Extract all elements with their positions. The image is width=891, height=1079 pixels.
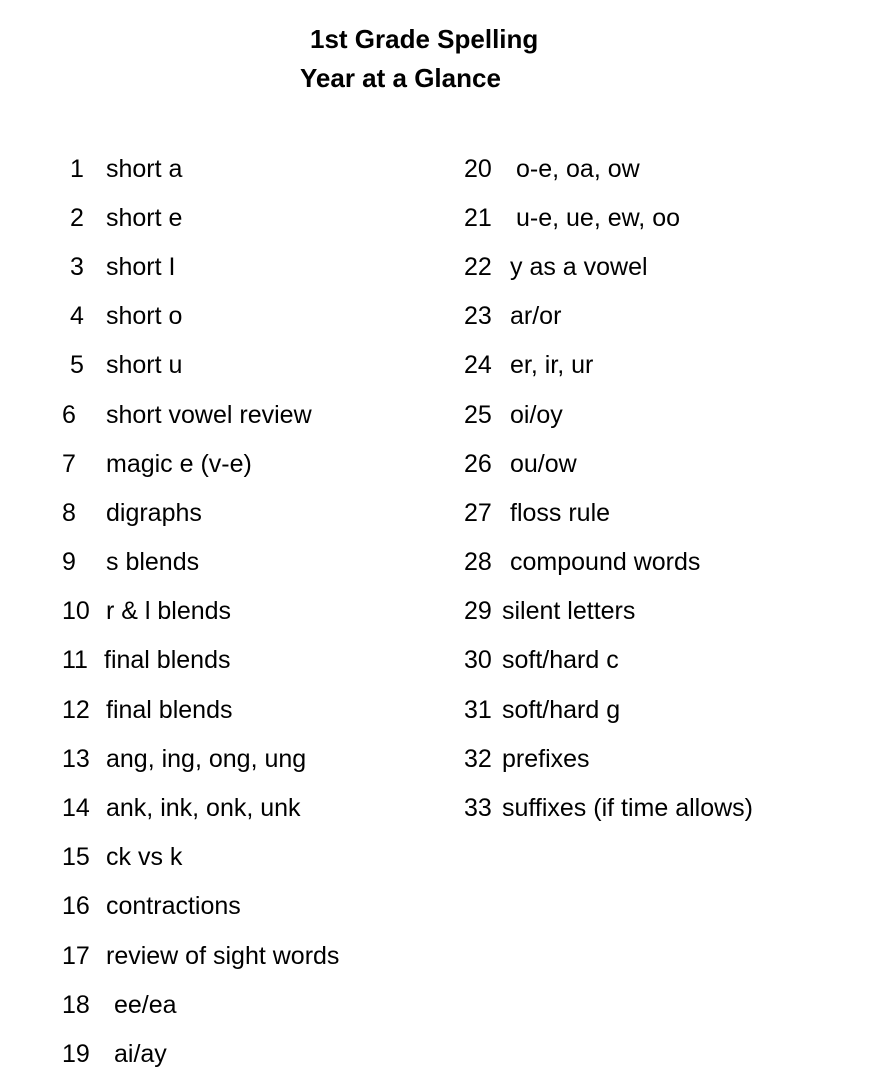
unit-number: 10: [62, 597, 90, 626]
list-item: [58, 980, 339, 1029]
unit-number: 21: [464, 203, 492, 232]
unit-number: 9: [62, 548, 76, 577]
list-item: [464, 783, 753, 832]
unit-label: y as a vowel: [510, 252, 648, 281]
unit-number: 18: [62, 990, 90, 1019]
list-item: [58, 636, 339, 685]
page-subtitle: Year at a Glance: [300, 63, 501, 93]
unit-number: 4: [70, 302, 84, 331]
list-item: [58, 931, 339, 980]
unit-number: 24: [464, 351, 492, 380]
unit-number: 8: [62, 498, 76, 527]
list-item: [464, 242, 753, 291]
unit-label: s blends: [106, 548, 200, 577]
list-item: [58, 734, 339, 783]
list-item: [58, 488, 339, 537]
list-item: [464, 439, 753, 488]
list-item: [58, 341, 339, 390]
unit-number: 25: [464, 400, 492, 429]
list-item: [464, 341, 753, 390]
list-item: [464, 538, 753, 587]
unit-number: 11: [62, 646, 88, 675]
unit-label: short a: [106, 154, 183, 183]
unit-number: 33: [464, 794, 492, 823]
list-item: [464, 685, 753, 734]
list-item: [58, 882, 339, 931]
unit-label: oi/oy: [510, 400, 563, 429]
list-item: [464, 292, 753, 341]
unit-label: contractions: [106, 892, 241, 921]
list-item: [58, 439, 339, 488]
unit-label: final blends: [104, 646, 231, 675]
unit-number: 16: [62, 892, 90, 921]
list-item: [464, 734, 753, 783]
list-item: [464, 636, 753, 685]
unit-number: 12: [62, 695, 90, 724]
unit-number: 22: [464, 252, 492, 281]
list-item: [464, 390, 753, 439]
list-item: [58, 292, 339, 341]
unit-number: 23: [464, 302, 492, 331]
unit-number: 6: [62, 400, 76, 429]
list-item: [58, 390, 339, 439]
list-item: [58, 242, 339, 291]
unit-label: suffixes (if time allows): [502, 794, 753, 823]
unit-number: 2: [70, 203, 84, 232]
unit-label: ar/or: [510, 302, 562, 331]
unit-number: 30: [464, 646, 492, 675]
list-item: [464, 587, 753, 636]
unit-number: 7: [62, 449, 76, 478]
unit-label: soft/hard c: [502, 646, 619, 675]
unit-label: ank, ink, onk, unk: [106, 794, 301, 823]
unit-number: 1: [70, 154, 84, 183]
unit-label: prefixes: [502, 744, 590, 773]
unit-number: 32: [464, 744, 492, 773]
unit-number: 5: [70, 351, 84, 380]
unit-number: 27: [464, 498, 492, 527]
unit-number: 26: [464, 449, 492, 478]
unit-label: silent letters: [502, 597, 636, 626]
unit-label: ee/ea: [114, 990, 177, 1019]
unit-number: 19: [62, 1039, 90, 1068]
unit-label: ai/ay: [114, 1039, 167, 1068]
unit-label: final blends: [106, 695, 233, 724]
unit-number: 31: [464, 695, 492, 724]
unit-label: er, ir, ur: [510, 351, 594, 380]
unit-label: review of sight words: [106, 941, 340, 970]
list-item: [58, 538, 339, 587]
unit-number: 15: [62, 843, 90, 872]
unit-label: short o: [106, 302, 183, 331]
unit-label: short u: [106, 351, 183, 380]
list-item: [58, 833, 339, 882]
unit-label: o-e, oa, ow: [516, 154, 640, 183]
unit-label: short vowel review: [106, 400, 312, 429]
unit-label: short I: [106, 252, 176, 281]
list-item: [464, 144, 753, 193]
page-title: 1st Grade Spelling: [310, 24, 539, 54]
unit-label: short e: [106, 203, 183, 232]
unit-label: magic e (v-e): [106, 449, 252, 478]
unit-number: 28: [464, 548, 492, 577]
unit-label: floss rule: [510, 498, 611, 527]
list-item: [58, 587, 339, 636]
unit-number: 20: [464, 154, 492, 183]
list-item: [58, 783, 339, 832]
unit-label: ang, ing, ong, ung: [106, 744, 307, 773]
unit-number: 3: [70, 252, 84, 281]
list-item: [58, 1029, 339, 1078]
unit-label: compound words: [510, 548, 701, 577]
unit-number: 14: [62, 794, 90, 823]
unit-number: 29: [464, 597, 492, 626]
unit-number: 17: [62, 941, 90, 970]
list-item: [58, 193, 339, 242]
list-item: [464, 193, 753, 242]
list-item: [58, 144, 339, 193]
unit-number: 13: [62, 744, 90, 773]
list-item: [464, 488, 753, 537]
right-unit-list: [464, 144, 753, 833]
unit-label: soft/hard g: [502, 695, 621, 724]
unit-label: digraphs: [106, 498, 202, 527]
unit-label: ou/ow: [510, 449, 577, 478]
list-item: [58, 685, 339, 734]
unit-label: ck vs k: [106, 843, 183, 872]
left-unit-list: [58, 144, 339, 1079]
unit-label: r & l blends: [106, 597, 232, 626]
unit-label: u-e, ue, ew, oo: [516, 203, 681, 232]
